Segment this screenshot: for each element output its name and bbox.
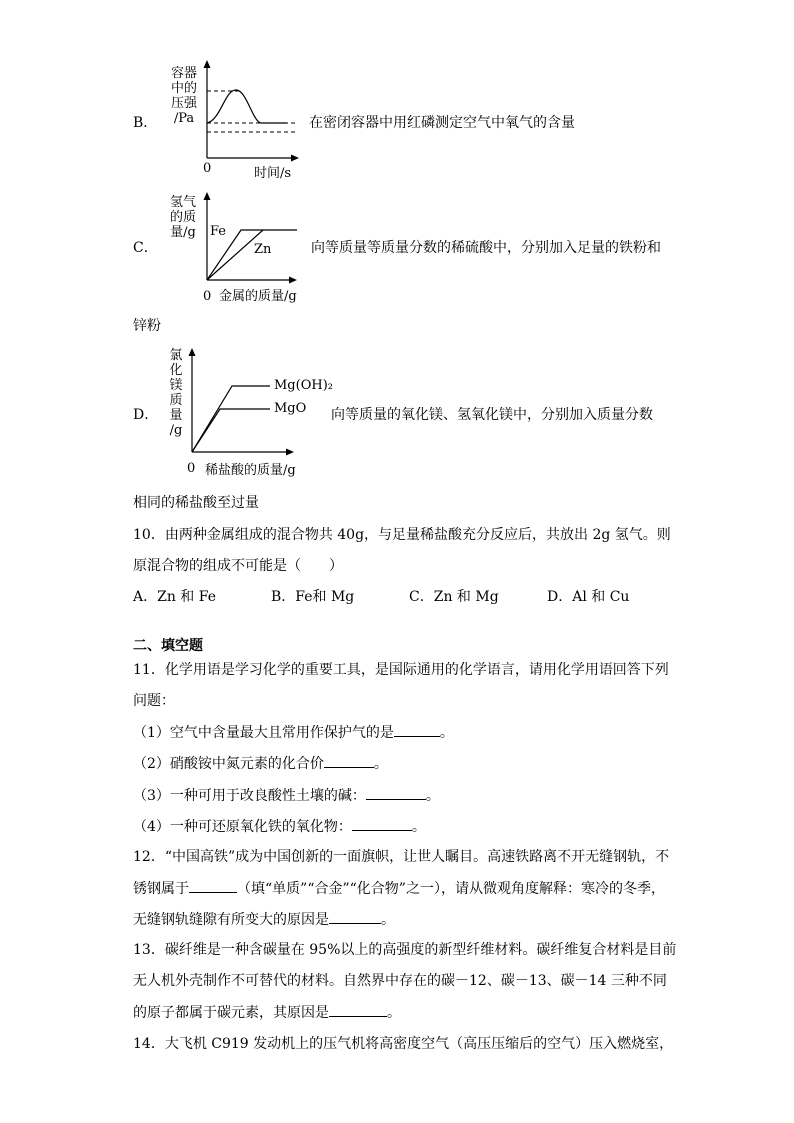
- option-c-fe-label: Fe: [210, 224, 227, 239]
- option-d-description: 向等质量的氧化镁、氢氧化镁中，分别加入质量分数: [331, 407, 653, 423]
- answer-blank[interactable]: [329, 909, 381, 924]
- q12-line3: 无缝钢轨缝隙有所变大的原因是 。: [133, 909, 395, 930]
- y-axis-arrow: [204, 192, 211, 200]
- option-c-x-axis-label: 金属的质量/g: [219, 289, 297, 304]
- y-axis-arrow: [204, 60, 211, 68]
- answer-blank[interactable]: [324, 753, 374, 768]
- option-d-letter: D．: [133, 407, 159, 423]
- q10-choice-d[interactable]: D．Al 和 Cu: [547, 589, 630, 605]
- option-b-origin: 0: [203, 161, 212, 176]
- q13-line3: 的原子都属于碳元素，其原因是 。: [133, 1002, 401, 1023]
- option-b-letter: B．: [133, 115, 158, 131]
- q10-choice-a[interactable]: A．Zn 和 Fe: [133, 589, 216, 605]
- option-d-mgo-label: MgO: [274, 401, 307, 416]
- q10-line2: 原混合物的组成不可能是（ ）: [133, 558, 343, 574]
- q11-item-1: （1）空气中含量最大且常用作保护气的是 。: [133, 722, 454, 743]
- option-c-letter: C．: [133, 240, 158, 256]
- pressure-curve: [207, 90, 287, 123]
- y-axis-arrow: [189, 348, 196, 356]
- q11-line1: 11．化学用语是学习化学的重要工具，是国际通用的化学语言，请用化学用语回答下列: [133, 662, 669, 678]
- q12-line2: 锈钢属于 （填“单质”“合金”“化合物”之一），请从微观角度解释：寒冷的冬季，: [133, 878, 665, 899]
- answer-blank[interactable]: [352, 816, 412, 831]
- q10-line1: 10．由两种金属组成的混合物共 40g，与足量稀盐酸充分反应后，共放出 2g 氢气。则: [133, 527, 671, 543]
- q11-item-2: （2）硝酸铵中氮元素的化合价 。: [133, 753, 388, 774]
- answer-blank[interactable]: [329, 1002, 387, 1017]
- option-d-mgoh2-label: Mg(OH)₂: [274, 378, 333, 393]
- option-d-origin: 0: [187, 461, 196, 476]
- option-c-hydrogen-chart: [195, 190, 305, 290]
- x-axis-arrow: [291, 155, 299, 162]
- option-d-description-cont: 相同的稀盐酸至过量: [133, 495, 259, 511]
- answer-blank[interactable]: [189, 878, 237, 893]
- q11-item-4: （4）一种可还原氧化铁的氧化物： 。: [133, 816, 426, 837]
- q13-line1: 13．碳纤维是一种含碳量在 95%以上的高强度的新型纤维材料。碳纤维复合材料是目前: [133, 942, 677, 958]
- mgoh2-line: [192, 386, 270, 452]
- option-c-y-axis-label: 氢气 的质 量/g: [169, 195, 196, 240]
- option-b-x-axis-label: 时间/s: [254, 166, 292, 181]
- q11-line2: 问题：: [133, 693, 175, 709]
- x-axis-arrow: [286, 449, 294, 456]
- answer-blank[interactable]: [394, 722, 440, 737]
- option-b-pressure-chart: [195, 58, 315, 178]
- answer-blank[interactable]: [366, 785, 426, 800]
- q10-choice-b[interactable]: B．Fe和 Mg: [271, 589, 355, 605]
- option-d-x-axis-label: 稀盐酸的质量/g: [205, 463, 296, 478]
- x-axis-arrow: [289, 277, 297, 284]
- option-c-description: 向等质量等质量分数的稀硫酸中，分别加入足量的铁粉和: [311, 240, 661, 256]
- q13-line2: 无人机外壳制作不可替代的材料。自然界中存在的碳－12、碳－13、碳－14 三种不同: [133, 973, 667, 989]
- option-d-y-axis-label: 氯 化 镁 质 量 /g: [169, 348, 183, 438]
- q14-line1: 14．大飞机 C919 发动机上的压气机将高密度空气（高压压缩后的空气）压入燃烧室，: [133, 1036, 674, 1052]
- option-b-description: 在密闭容器中用红磷测定空气中氧气的含量: [309, 115, 575, 131]
- option-c-zn-label: Zn: [254, 242, 272, 257]
- q10-choice-c[interactable]: C．Zn 和 Mg: [409, 589, 499, 605]
- option-b-y-axis-label: 容器 中的 压强 /Pa: [170, 66, 197, 126]
- section-title: 二、填空题: [133, 638, 203, 654]
- option-c-description-cont: 锌粉: [133, 318, 161, 334]
- q12-line1: 12．“中国高铁”成为中国创新的一面旗帜，让世人瞩目。高速铁路离不开无缝钢轨，不: [133, 849, 670, 865]
- q11-item-3: （3）一种可用于改良酸性土壤的碱： 。: [133, 785, 440, 806]
- mgo-line: [192, 409, 270, 452]
- option-c-origin: 0: [203, 289, 212, 304]
